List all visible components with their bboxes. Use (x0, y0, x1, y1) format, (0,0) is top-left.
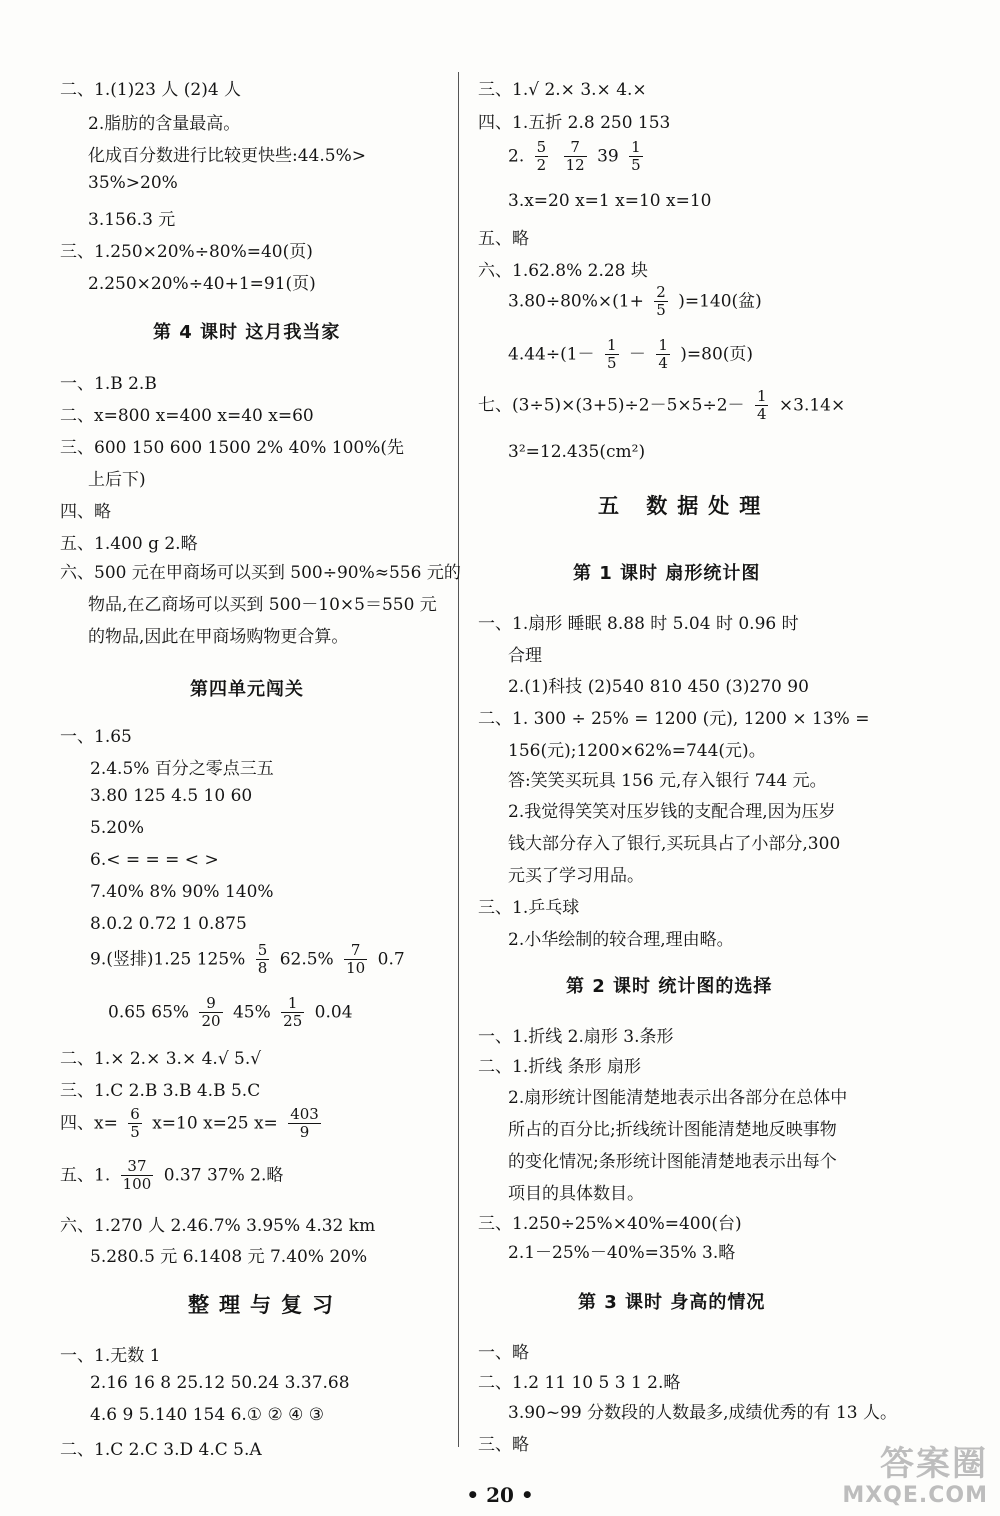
answer-line: 三、1.乒乓球 (478, 898, 580, 918)
text-run: 62.5% (279, 949, 334, 970)
text-run: 2. (508, 146, 525, 167)
answer-line: 六、1.62.8% 2.28 块 (478, 261, 648, 281)
answer-line: 2.我觉得笑笑对压岁钱的支配合理,因为压岁 (508, 802, 836, 822)
numerator: 5 (257, 941, 268, 959)
answer-line-with-fractions (60, 1158, 283, 1194)
answer-line: 的变化情况;条形统计图能清楚地表示出每个 (508, 1152, 837, 1172)
answer-line-with-fractions (478, 388, 845, 424)
text-run: － (628, 344, 646, 365)
answer-line: 二、1.× 2.× 3.× 4.√ 5.√ (60, 1049, 262, 1069)
numerator: 403 (290, 1105, 319, 1123)
text-run: )=80(页) (680, 344, 754, 365)
answer-line: 2.4.5% 百分之零点三五 (90, 759, 274, 779)
answer-line: 物品,在乙商场可以买到 500－10×5＝550 元 (88, 595, 437, 615)
answer-line: 二、1.折线 条形 扇形 (478, 1057, 642, 1077)
denominator: 25 (283, 1012, 303, 1031)
chapter-title: 五 数据处理 (598, 494, 771, 518)
answer-line: 一、1.B 2.B (60, 374, 157, 394)
numerator: 1 (606, 336, 617, 354)
answer-line: 的物品,因此在甲商场购物更合算。 (88, 627, 349, 647)
answer-line: 三、1.C 2.B 3.B 4.B 5.C (60, 1081, 261, 1101)
answer-line: 3.x=20 x=1 x=10 x=10 (508, 191, 712, 211)
numerator: 37 (121, 1158, 154, 1176)
answer-line: 项目的具体数目。 (508, 1184, 644, 1204)
text-run: 39 (597, 146, 619, 167)
fraction (629, 139, 643, 175)
answer-line: 2.250×20%÷40+1=91(页) (88, 274, 316, 294)
fraction (755, 388, 769, 424)
text-run: 4.44÷(1－ (508, 344, 595, 365)
numerator: 1 (631, 138, 641, 156)
text-run: 五、1. (60, 1165, 111, 1186)
answer-line: 二、1.(1)23 人 (2)4 人 (60, 80, 242, 100)
answer-line-with-fractions (508, 139, 648, 175)
answer-line: 3.90~99 分数段的人数最多,成绩优秀的有 13 人。 (508, 1403, 897, 1423)
numerator: 6 (130, 1105, 140, 1123)
numerator: 1 (658, 336, 668, 354)
answer-line: 156(元);1200×62%=744(元)。 (508, 741, 766, 761)
fraction (344, 942, 367, 978)
answer-line: 三、略 (478, 1435, 529, 1455)
text-run: 四、x= (60, 1113, 118, 1134)
denominator: 5 (606, 354, 617, 373)
text-run: 0.37 37% 2.略 (163, 1165, 284, 1186)
numerator: 2 (656, 283, 666, 301)
answer-line: 3.80 125 4.5 10 60 (90, 786, 253, 806)
answer-line: 2.脂肪的含量最高。 (88, 114, 241, 134)
numerator: 7 (344, 942, 367, 960)
answer-line: 所占的百分比;折线统计图能清楚地反映事物 (508, 1120, 837, 1140)
answer-line: 六、1.270 人 2.46.7% 3.95% 4.32 km (60, 1216, 376, 1236)
numerator: 1 (756, 387, 767, 405)
text-run: )=140(盆) (678, 291, 762, 312)
text-run: 0.04 (314, 1002, 353, 1023)
answer-line: 二、x=800 x=400 x=40 x=60 (60, 406, 314, 426)
answer-line: 三、1.√ 2.× 3.× 4.× (478, 80, 647, 100)
denominator: 100 (122, 1175, 152, 1194)
denominator: 4 (756, 405, 767, 424)
answer-line: 三、1.250×20%÷80%=40(页) (60, 242, 313, 262)
answer-line: 二、1. 300 ÷ 25% = 1200 (元), 1200 × 13% = (478, 709, 870, 729)
answer-line: 2.1－25%－40%=35% 3.略 (508, 1243, 736, 1263)
denominator: 20 (201, 1012, 221, 1031)
answer-line: 2.16 16 8 25.12 50.24 3.37.68 (90, 1373, 350, 1393)
answer-line: 7.40% 8% 90% 140% (90, 882, 274, 902)
denominator: 5 (631, 156, 641, 175)
answer-line: 2.(1)科技 (2)540 810 450 (3)270 90 (508, 677, 809, 697)
fraction (535, 139, 549, 175)
answer-line: 2.小华绘制的较合理,理由略。 (508, 930, 734, 950)
answer-line: 五、1.400 g 2.略 (60, 534, 198, 554)
section-title: 第 1 课时 扇形统计图 (573, 563, 761, 584)
numerator: 5 (536, 138, 547, 156)
fraction (656, 337, 670, 373)
fraction (281, 995, 304, 1031)
denominator: 12 (565, 156, 585, 175)
denominator: 8 (257, 959, 268, 978)
answer-line: 5.20% (90, 818, 145, 838)
text-run: 45% (232, 1002, 271, 1023)
denominator: 5 (130, 1123, 140, 1142)
text-run: 七、(3÷5)×(3+5)÷2－5×5÷2－ (478, 395, 745, 416)
answer-line: 五、略 (478, 229, 529, 249)
answer-line: 2.扇形统计图能清楚地表示出各部分在总体中 (508, 1088, 848, 1108)
text-run: ×3.14× (778, 395, 846, 416)
fraction (256, 942, 270, 978)
answer-line: 35%>20% (88, 173, 178, 193)
numerator: 7 (564, 139, 587, 157)
answer-line: 8.0.2 0.72 1 0.875 (90, 914, 247, 934)
section-title: 整理与复习 (188, 1293, 343, 1317)
fraction (288, 1106, 321, 1142)
text-run: 0.65 65% (108, 1002, 190, 1023)
answer-line: 四、1.五折 2.8 250 153 (478, 113, 671, 133)
answer-line: 元买了学习用品。 (508, 866, 644, 886)
answer-line: 一、1.折线 2.扇形 3.条形 (478, 1027, 674, 1047)
answer-line-with-fractions (90, 942, 405, 978)
fraction (199, 995, 222, 1031)
text-run: 9.(竖排)1.25 125% (90, 949, 246, 970)
fraction (128, 1106, 142, 1142)
answer-line: 上后下) (88, 470, 146, 490)
watermark-logo: 答案圈 (880, 1444, 988, 1484)
watermark (818, 1436, 988, 1508)
denominator: 9 (299, 1123, 310, 1142)
answer-line-with-fractions (508, 337, 753, 373)
answer-line: 钱大部分存入了银行,买玩具占了小部分,300 (508, 834, 841, 854)
answer-line: 答:笑笑买玩具 156 元,存入银行 744 元。 (508, 771, 827, 791)
denominator: 2 (536, 156, 547, 175)
fraction (564, 139, 587, 175)
answer-line-with-fractions (60, 1106, 326, 1142)
section-title: 第 4 课时 这月我当家 (153, 322, 341, 343)
answer-line: 5.280.5 元 6.1408 元 7.40% 20% (90, 1247, 368, 1267)
section-title: 第 2 课时 统计图的选择 (566, 976, 773, 997)
fraction (605, 337, 619, 373)
fraction (654, 284, 668, 320)
answer-line-with-fractions (108, 995, 353, 1031)
denominator: 10 (346, 959, 366, 978)
answer-line: 一、1.65 (60, 727, 132, 747)
answer-line: 一、1.扇形 睡眠 8.88 时 5.04 时 0.96 时 (478, 614, 799, 634)
answer-line: 化成百分数进行比较更快些:44.5%> (88, 146, 366, 166)
watermark-url: MXQE.COM (842, 1483, 988, 1508)
denominator: 5 (656, 301, 666, 320)
numerator: 1 (281, 995, 304, 1013)
answer-line: 二、1.2 11 10 5 3 1 2.略 (478, 1373, 681, 1393)
column-divider (458, 72, 459, 1447)
answer-line: 一、1.无数 1 (60, 1346, 161, 1366)
text-run: x=10 x=25 x= (152, 1113, 278, 1134)
answer-line: 一、略 (478, 1343, 529, 1363)
answer-line: 6.< = = = < > (90, 850, 219, 870)
answer-line: 3²=12.435(cm²) (508, 442, 646, 462)
answer-line: 4.6 9 5.140 154 6.① ② ④ ③ (90, 1405, 324, 1425)
answer-line: 三、1.250÷25%×40%=400(台) (478, 1214, 742, 1234)
numerator: 9 (199, 995, 222, 1013)
answer-line-with-fractions (508, 284, 762, 320)
section-title: 第四单元闯关 (190, 679, 304, 700)
answer-line: 三、600 150 600 1500 2% 40% 100%(先 (60, 438, 405, 458)
text-run: 3.80÷80%×(1+ (508, 291, 644, 312)
fraction (121, 1158, 154, 1194)
denominator: 4 (658, 354, 668, 373)
page-number: • 20 • (466, 1483, 534, 1507)
answer-line: 3.156.3 元 (88, 210, 176, 230)
text-run: 0.7 (377, 949, 405, 970)
section-title: 第 3 课时 身高的情况 (578, 1292, 766, 1313)
answer-line: 合理 (508, 646, 542, 666)
answer-line: 二、1.C 2.C 3.D 4.C 5.A (60, 1440, 262, 1460)
answer-line: 六、500 元在甲商场可以买到 500÷90%≈556 元的 (60, 563, 461, 583)
answer-line: 四、略 (60, 502, 111, 522)
